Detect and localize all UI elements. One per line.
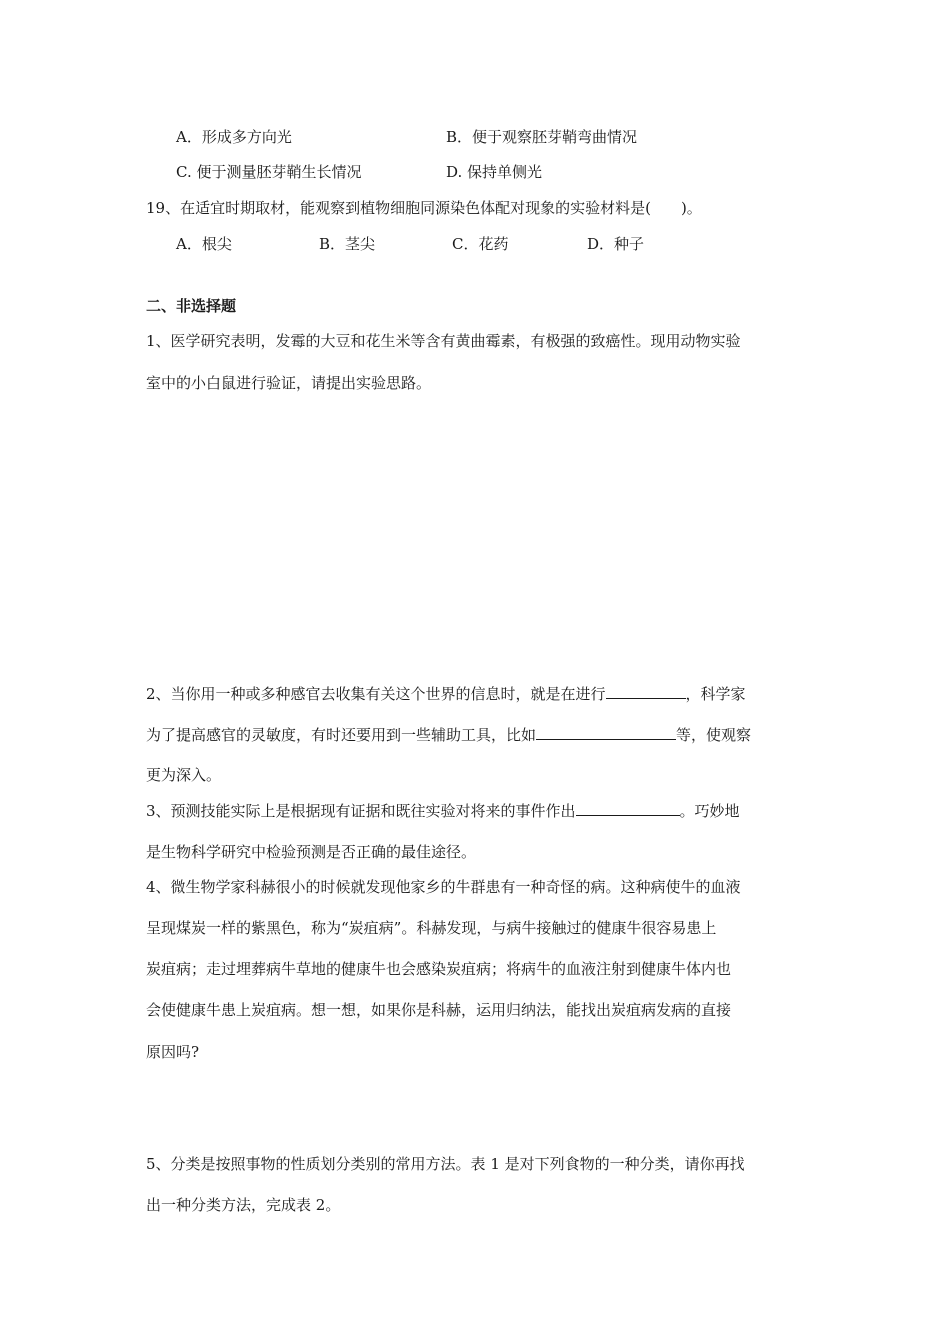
- q3-blank[interactable]: [576, 800, 680, 816]
- q19-option-a: A．根尖: [176, 235, 232, 253]
- q1-line2: 室中的小白鼠进行验证，请提出实验思路。: [146, 374, 432, 392]
- q18-option-b: B．便于观察胚芽鞘弯曲情况: [446, 128, 638, 146]
- q2-line2-text-b: 等，使观察: [676, 726, 752, 744]
- q2-line2: [146, 724, 751, 745]
- q5-line1: 5、分类是按照事物的性质划分类别的常用方法。表 1 是对下列食物的一种分类，请你再找: [146, 1155, 745, 1173]
- q2-line1-text-a: 2、当你用一种或多种感官去收集有关这个世界的信息时，就是在进行: [146, 685, 606, 703]
- q5-line2: 出一种分类方法，完成表 2。: [146, 1196, 341, 1214]
- q19-option-d: D．种子: [587, 235, 645, 253]
- q19-option-c: C．花药: [452, 235, 509, 253]
- q2-line1-text-b: ，科学家: [685, 685, 746, 703]
- q4-line1: 4、微生物学家科赫很小的时候就发现他家乡的牛群患有一种奇怪的病。这种病使牛的血液: [146, 878, 741, 896]
- q19-stem: 19、在适宜时期取材，能观察到植物细胞同源染色体配对现象的实验材料是( )。: [146, 199, 702, 217]
- q19-option-b: B．茎尖: [319, 235, 376, 253]
- q3-line1: [146, 800, 740, 821]
- q4-line4: 会使健康牛患上炭疽病。想一想，如果你是科赫，运用归纳法，能找出炭疽病发病的直接: [146, 1001, 732, 1019]
- q2-blank-1[interactable]: [606, 683, 686, 699]
- q2-blank-2[interactable]: [536, 724, 676, 740]
- section-heading: 二、非选择题: [146, 297, 237, 315]
- q2-line3: 更为深入。: [146, 766, 222, 784]
- q4-line5: 原因吗?: [146, 1043, 200, 1061]
- q3-line1-text-b: 。巧妙地: [679, 802, 740, 820]
- q1-line1: 1、医学研究表明，发霉的大豆和花生米等含有黄曲霉素，有极强的致癌性。现用动物实验: [146, 332, 741, 350]
- q18-option-a: A．形成多方向光: [176, 128, 292, 146]
- q18-option-c: C. 便于测量胚芽鞘生长情况: [176, 163, 362, 181]
- q18-option-d: D. 保持单侧光: [446, 163, 543, 181]
- q3-line2: 是生物科学研究中检验预测是否正确的最佳途径。: [146, 843, 477, 861]
- q4-line2: 呈现煤炭一样的紫黑色，称为“炭疽病”。科赫发现，与病牛接触过的健康牛很容易患上: [146, 919, 717, 937]
- q2-line2-text-a: 为了提高感官的灵敏度，有时还要用到一些辅助工具，比如: [146, 726, 537, 744]
- q4-line3: 炭疽病；走过埋葬病牛草地的健康牛也会感染炭疽病；将病牛的血液注射到健康牛体内也: [146, 960, 732, 978]
- q2-line1: [146, 683, 746, 704]
- q3-line1-text-a: 3、预测技能实际上是根据现有证据和既往实验对将来的事件作出: [146, 802, 576, 820]
